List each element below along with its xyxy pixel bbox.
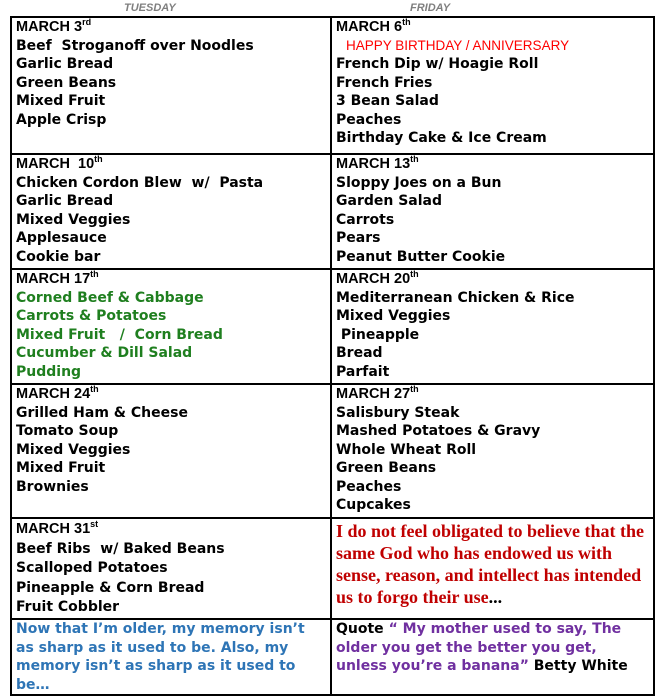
menu-item: Garlic Bread	[16, 193, 114, 209]
menu-item: Green Beans	[336, 460, 437, 476]
tuesday-cell	[11, 518, 331, 619]
menu-item: Mediterranean Chicken & Rice	[336, 289, 575, 306]
week-row	[11, 17, 654, 154]
date-heading: MARCH 6th	[336, 17, 411, 35]
menu-item: Sloppy Joes on a Bun	[336, 174, 502, 191]
menu-item: Green Beans	[16, 74, 117, 91]
menu-item: Mixed Veggies	[16, 441, 131, 458]
menu-item: Peanut Butter Cookie	[336, 248, 506, 265]
footer-row	[11, 619, 654, 695]
tuesday-cell	[11, 17, 331, 154]
menu-item: Carrots & Potatoes	[16, 308, 167, 324]
date-heading: MARCH 17th	[16, 269, 99, 287]
menu-item: Mixed Fruit / Corn Bread	[16, 326, 223, 343]
menu-item: Pears	[336, 230, 381, 246]
menu-item: Mixed Veggies	[16, 211, 131, 228]
friday-cell	[331, 269, 654, 384]
menu-item: Mixed Fruit	[16, 93, 106, 109]
date-heading: MARCH 31st	[16, 519, 99, 537]
menu-item: Cookie bar	[16, 248, 101, 265]
menu-item: Parfait	[336, 363, 390, 380]
date-heading: MARCH 3rd	[16, 17, 92, 35]
friday-cell	[331, 384, 654, 518]
friday-header: FRIDAY	[410, 2, 451, 14]
menu-item: Cupcakes	[336, 497, 411, 513]
menu-item: Pineapple & Corn Bread	[16, 579, 205, 596]
menu-item: Carrots	[336, 211, 395, 228]
menu-item: Birthday Cake & Ice Cream	[336, 130, 547, 146]
menu-item: Bread	[336, 345, 383, 361]
menu-item: Peaches	[336, 478, 402, 495]
birthday-note: HAPPY BIRTHDAY / ANNIVERSARY	[346, 37, 570, 53]
friday-cell	[331, 154, 654, 269]
memory-joke: Now that I’m older, my memory isn’t as sharp as it used to be. Also, my memory isn’t as sharp as it used to be…	[16, 621, 305, 693]
tuesday-cell	[11, 269, 331, 384]
date-heading: MARCH 27th	[336, 384, 419, 402]
menu-item: Peaches	[336, 111, 402, 128]
menu-item: Brownies	[16, 478, 89, 495]
menu-item: Mixed Veggies	[336, 308, 451, 324]
friday-cell	[331, 17, 654, 154]
menu-item: Mixed Fruit	[16, 460, 106, 476]
menu-item: Salisbury Steak	[336, 404, 460, 421]
menu-item: Pineapple	[336, 326, 420, 343]
date-heading: MARCH 13th	[336, 154, 419, 172]
menu-item: Corned Beef & Cabbage	[16, 289, 204, 306]
menu-item: Grilled Ham & Cheese	[16, 404, 188, 421]
date-heading: MARCH 10th	[16, 154, 103, 172]
menu-item: Fruit Cobbler	[16, 599, 120, 615]
menu-item: Whole Wheat Roll	[336, 441, 477, 458]
menu-item: French Dip w/ Hoagie Roll	[336, 56, 539, 72]
menu-item: Apple Crisp	[16, 111, 107, 128]
menu-item: Garden Salad	[336, 193, 442, 209]
menu-item: Mashed Potatoes & Gravy	[336, 423, 541, 439]
week-row	[11, 154, 654, 269]
menu-item: Scalloped Potatoes	[16, 560, 168, 576]
quote-cell	[331, 518, 654, 619]
week-row	[11, 269, 654, 384]
menu-item: French Fries	[336, 74, 433, 91]
memory-joke-cell	[11, 619, 331, 695]
menu-item: Beef Ribs w/ Baked Beans	[16, 540, 225, 557]
menu-item: Chicken Cordon Blew w/ Pasta	[16, 174, 264, 191]
menu-table	[10, 16, 655, 696]
menu-item: Pudding	[16, 363, 82, 380]
betty-white-quote: Quote “ My mother used to say, The older you get the better you get, unless you’re a banana” Betty White	[336, 621, 628, 674]
tuesday-header: TUESDAY	[124, 2, 176, 14]
date-heading: MARCH 24th	[16, 384, 99, 402]
week-row	[11, 518, 654, 619]
tuesday-cell	[11, 154, 331, 269]
menu-item: Cucumber & Dill Salad	[16, 345, 193, 361]
menu-item: Applesauce	[16, 230, 107, 246]
menu-item: Beef Stroganoff over Noodles	[16, 37, 254, 54]
menu-item: Garlic Bread	[16, 56, 114, 72]
menu-item: Tomato Soup	[16, 423, 119, 439]
inspirational-quote: I do not feel obligated to believe that the same God who has endowed us with sense, reason, and intellect has intended us to forgo their use...	[336, 521, 644, 607]
betty-white-quote-cell	[331, 619, 654, 695]
date-heading: MARCH 20th	[336, 269, 419, 287]
tuesday-cell	[11, 384, 331, 518]
menu-item: 3 Bean Salad	[336, 93, 439, 109]
week-row	[11, 384, 654, 518]
